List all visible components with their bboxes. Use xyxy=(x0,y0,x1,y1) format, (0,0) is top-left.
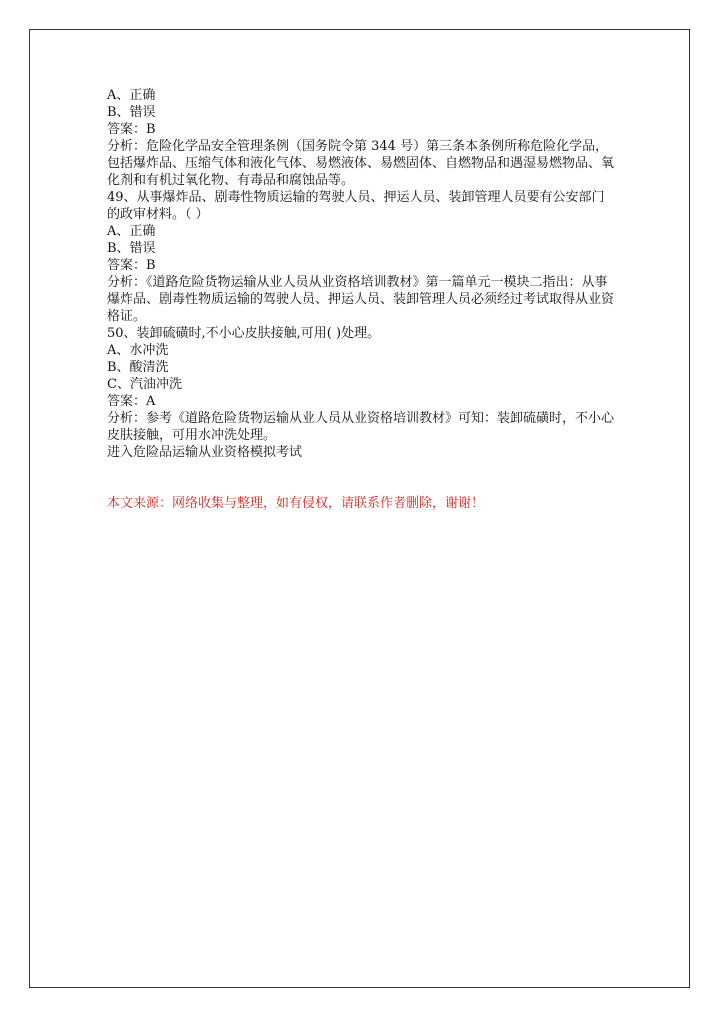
mock-exam-link[interactable]: 进入危险品运输从业资格模拟考试 xyxy=(107,445,303,460)
q48-option-b: B、错误 xyxy=(107,105,156,120)
q48-option-a: A、正确 xyxy=(107,88,156,103)
q50-answer: 答案：A xyxy=(107,394,156,409)
q48-answer: 答案：B xyxy=(107,122,156,137)
q50-option-a: A、水冲洗 xyxy=(107,343,169,358)
q50-analysis: 分析：参考《道路危险货物运输从业人员从业资格培训教材》可知：装卸硫磺时，不小心皮肤接触，可用水冲洗处理。 xyxy=(107,411,615,443)
q49-option-b: B、错误 xyxy=(107,241,156,256)
spacer xyxy=(107,461,617,495)
q49-answer: 答案：B xyxy=(107,258,156,273)
q50-option-c: C、汽油冲洗 xyxy=(107,377,182,392)
q49-analysis: 分析：《道路危险货物运输从业人员从业资格培训教材》第一篇单元一模块二指出：从事爆炸品、剧毒性物质运输的驾驶人员、押运人员、装卸管理人员必须经过考试取得从业资格证。 xyxy=(107,275,615,324)
q50-option-b: B、酸清洗 xyxy=(107,360,169,375)
document-content xyxy=(107,87,617,512)
source-note: 本文来源：网络收集与整理，如有侵权，请联系作者删除，谢谢！ xyxy=(107,496,485,511)
q49-question: 49、从事爆炸品、剧毒性物质运输的驾驶人员、押运人员、装卸管理人员要有公安部门的政审材料。（ ） xyxy=(107,190,605,222)
q50-question: 50、装卸硫磺时,不小心皮肤接触,可用( )处理。 xyxy=(107,326,381,341)
q48-analysis: 分析：危险化学品安全管理条例（国务院令第 344 号）第三条本条例所称危险化学品，包括爆炸品、压缩气体和液化气体、易燃液体、易燃固体、自燃物品和遇湿易燃物品、氧化剂和有机过氧化物、有毒品和腐蚀品等。 xyxy=(107,139,615,188)
q49-option-a: A、正确 xyxy=(107,224,156,239)
